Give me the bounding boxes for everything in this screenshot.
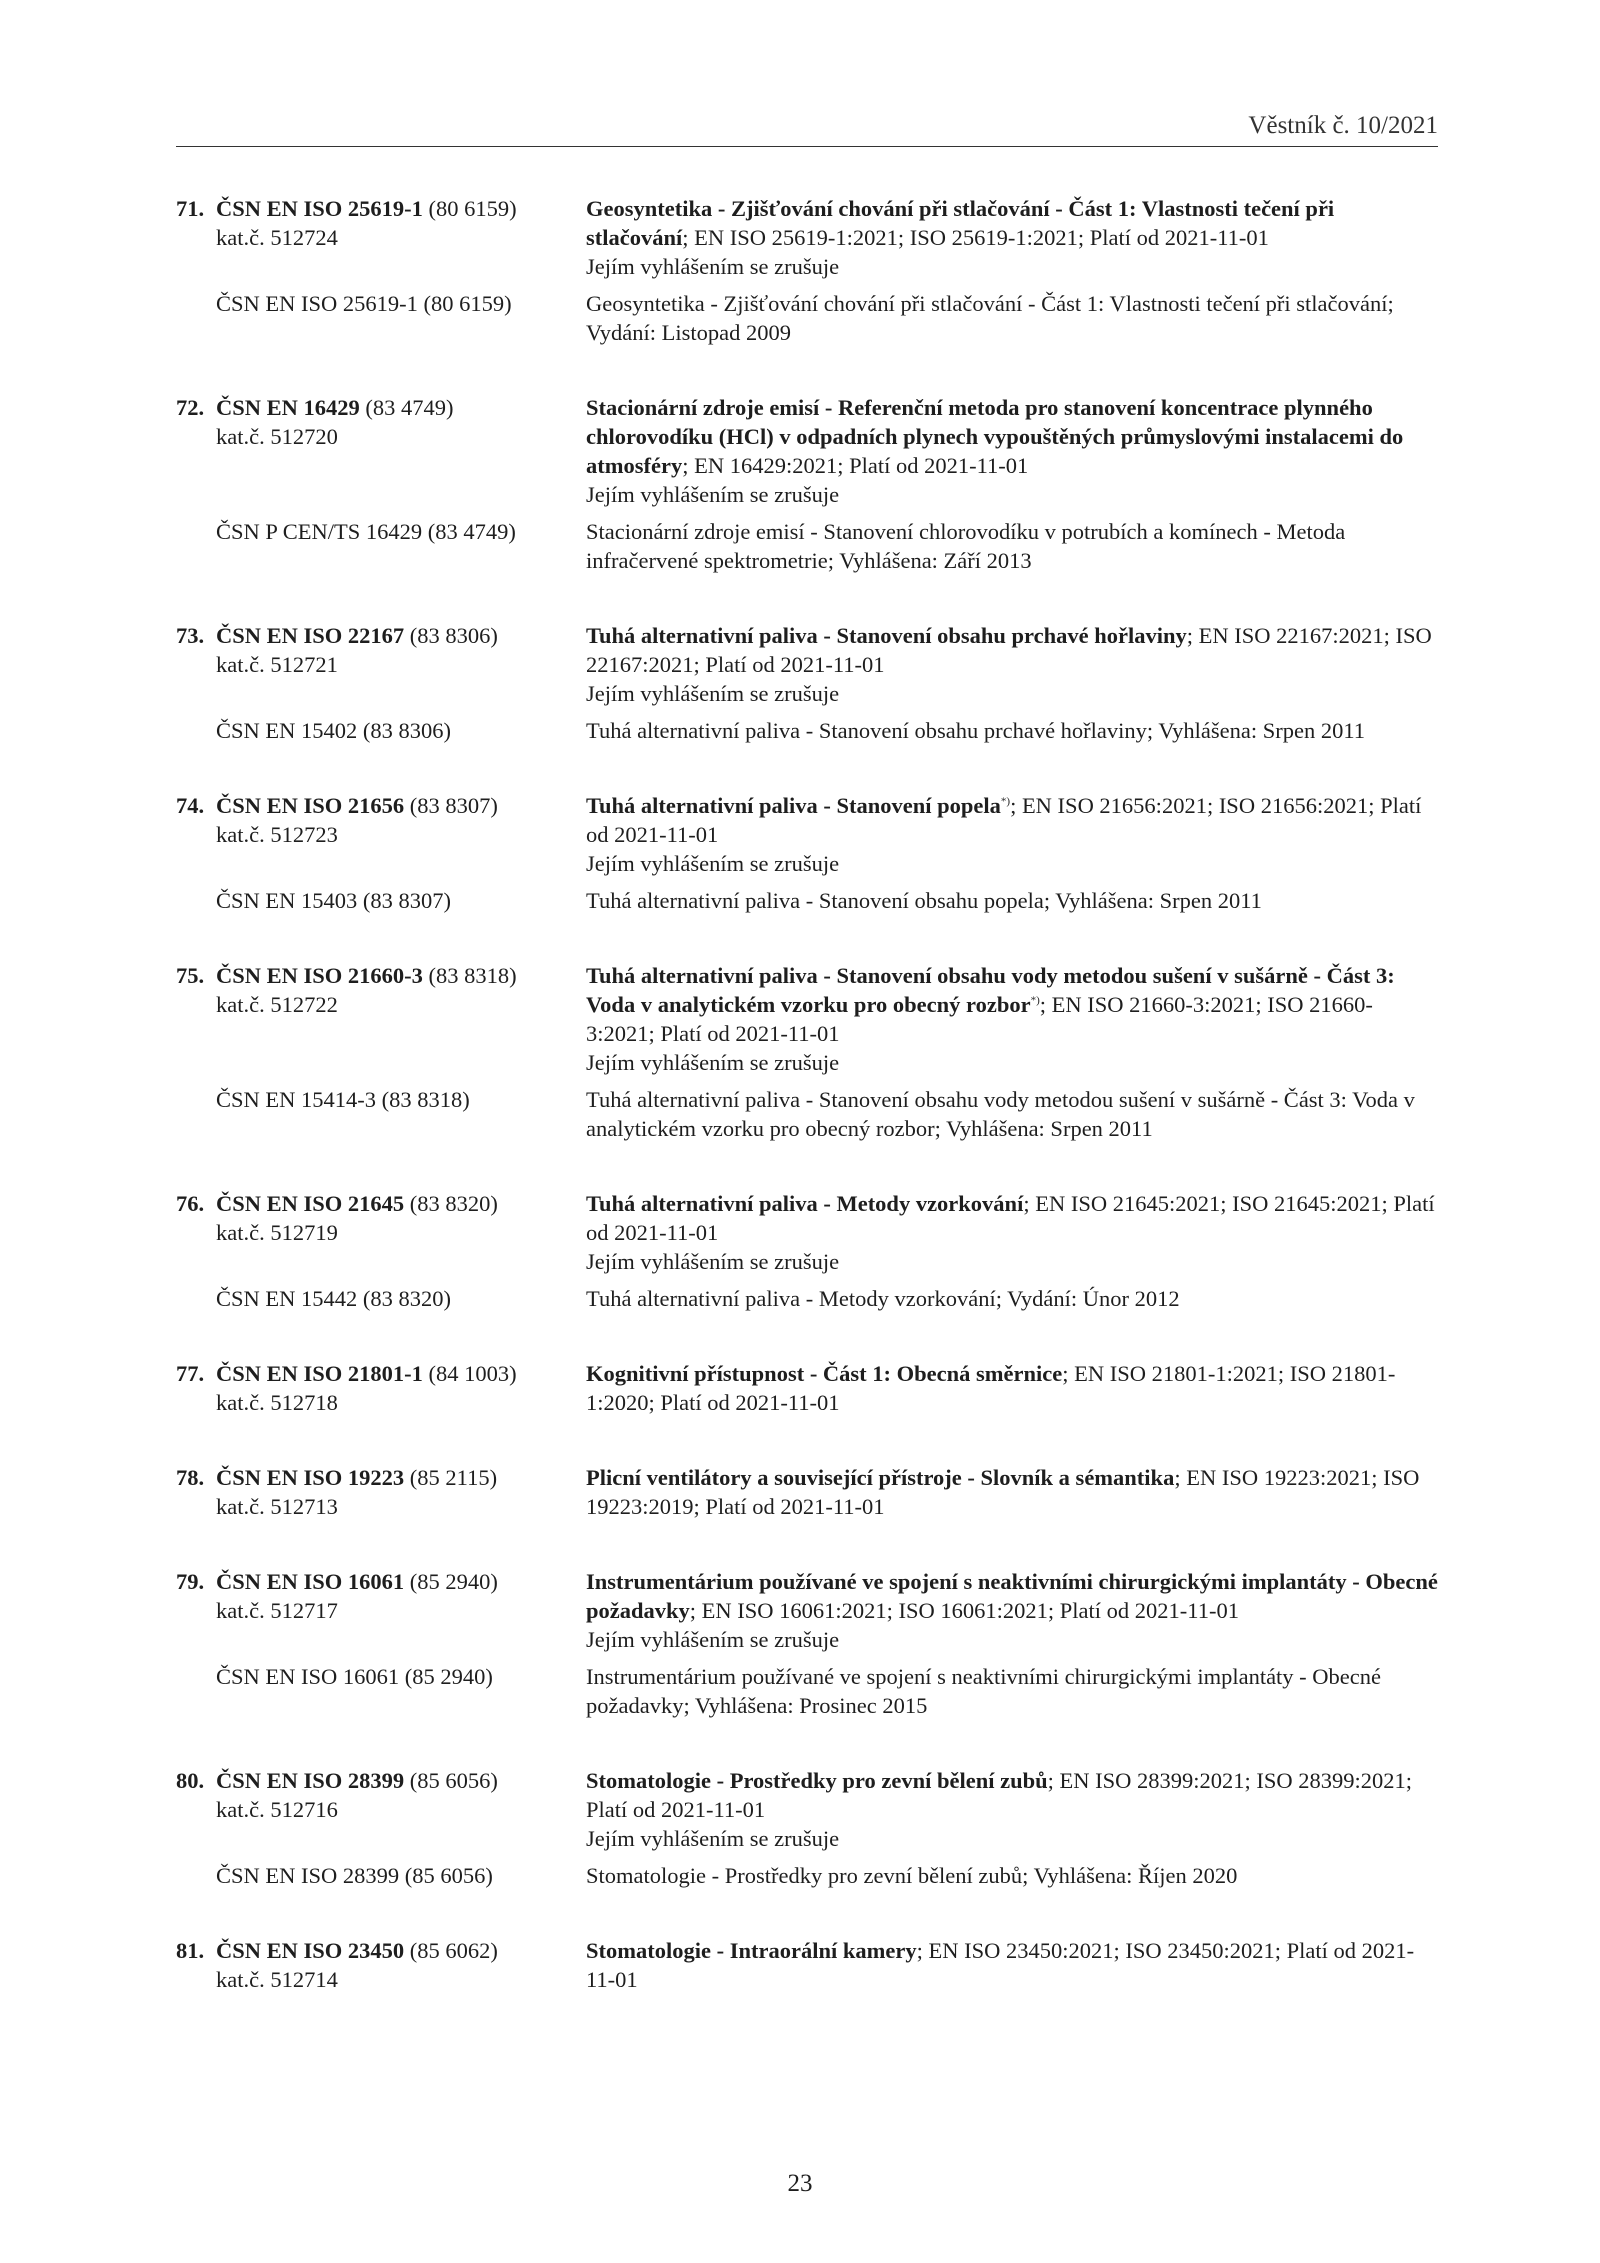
standard-title: Geosyntetika - Zjišťování chování při stlačování - Část 1: Vlastnosti tečení při stlačování [586, 196, 1335, 250]
standard-entry [176, 1359, 1438, 1417]
standard-details: ; EN 16429:2021; Platí od 2021-11-01 [682, 453, 1029, 478]
entry-main [176, 1766, 1438, 1853]
standard-title: Stacionární zdroje emisí - Referenční metoda pro stanovení koncentrace plynného chlorovodíku (HCl) v odpadních plynech vypouštěných průmyslovými instalacemi do atmosféry [586, 395, 1404, 478]
replaced-standard-code: ČSN EN ISO 28399 (85 6056) [216, 1863, 493, 1888]
entry-number: 71. [176, 196, 205, 221]
entry-number: 75. [176, 963, 205, 988]
entry-identifier [176, 961, 586, 1077]
entry-replaced [176, 886, 1438, 915]
footnote-marker: *) [1030, 994, 1040, 1007]
standard-entry [176, 621, 1438, 745]
classification-code: (80 6159) [428, 196, 517, 221]
catalog-number: kat.č. 512719 [216, 1220, 338, 1245]
standard-code: ČSN EN ISO 19223 [216, 1465, 405, 1490]
entry-description [586, 1936, 1438, 1994]
entry-replaced [176, 1662, 1438, 1720]
catalog-number: kat.č. 512717 [216, 1598, 338, 1623]
entry-number: 72. [176, 395, 205, 420]
entry-description [586, 961, 1438, 1077]
replaced-standard-text: Tuhá alternativní paliva - Stanovení obsahu popela; Vyhlášena: Srpen 2011 [586, 888, 1262, 913]
standard-entry [176, 1766, 1438, 1890]
entry-replaced [176, 1861, 1438, 1890]
standard-entry [176, 393, 1438, 575]
entry-description [586, 791, 1438, 878]
replaced-standard-code: ČSN EN 15403 (83 8307) [216, 888, 451, 913]
entry-number: 76. [176, 1191, 205, 1216]
standard-code: ČSN EN ISO 25619-1 [216, 196, 423, 221]
footnote-marker: *) [1000, 795, 1011, 808]
entry-identifier [176, 194, 586, 281]
entry-identifier [176, 1766, 586, 1853]
standard-code: ČSN EN ISO 22167 [216, 623, 405, 648]
catalog-number: kat.č. 512718 [216, 1390, 338, 1415]
standard-title: Tuhá alternativní paliva - Stanovení obsahu vody metodou sušení v sušárně - Část 3: Voda v analytickém vzorku pro obecný rozbor [586, 963, 1395, 1017]
entry-replaced [176, 1085, 1438, 1143]
standard-title: Tuhá alternativní paliva - Metody vzorkování [586, 1191, 1024, 1216]
standard-entry [176, 1936, 1438, 1994]
entry-identifier [176, 1359, 586, 1417]
entry-number: 81. [176, 1938, 205, 1963]
page-number: 23 [787, 2170, 813, 2197]
entry-main [176, 961, 1438, 1077]
replaced-standard-code: ČSN EN 15442 (83 8320) [216, 1286, 451, 1311]
classification-code: (83 8307) [409, 793, 498, 818]
standard-entry [176, 961, 1438, 1143]
standard-details: ; EN ISO 21660-3:2021; ISO 21660-3:2021; Platí od 2021-11-01 [586, 992, 1373, 1046]
standard-title: Tuhá alternativní paliva - Stanovení obsahu prchavé hořlaviny [586, 623, 1187, 648]
replaced-standard-text: Tuhá alternativní paliva - Metody vzorkování; Vydání: Únor 2012 [586, 1286, 1180, 1311]
bulletin-title: Věstník č. 10/2021 [1248, 112, 1438, 139]
entry-identifier [176, 1567, 586, 1654]
entry-number: 78. [176, 1465, 205, 1490]
replaced-standard-text: Stacionární zdroje emisí - Stanovení chlorovodíku v potrubích a komínech - Metoda infračervené spektrometrie; Vyhlášena: Září 2013 [586, 519, 1346, 573]
catalog-number: kat.č. 512713 [216, 1494, 338, 1519]
entry-description [586, 1189, 1438, 1276]
standard-entry [176, 1189, 1438, 1313]
standard-title: Stomatologie - Prostředky pro zevní bělení zubů [586, 1768, 1048, 1793]
entry-main [176, 1936, 1438, 1994]
classification-code: (85 6062) [409, 1938, 498, 1963]
standard-details: ; EN ISO 28399:2021; ISO 28399:2021; Platí od 2021-11-01 [586, 1768, 1413, 1822]
entry-main [176, 791, 1438, 878]
catalog-number: kat.č. 512720 [216, 424, 338, 449]
catalog-number: kat.č. 512722 [216, 992, 338, 1017]
cancellation-note: Jejím vyhlášením se zrušuje [586, 681, 840, 706]
standard-entry [176, 791, 1438, 915]
entry-main [176, 621, 1438, 708]
entry-replaced [176, 1284, 1438, 1313]
cancellation-note: Jejím vyhlášením se zrušuje [586, 1627, 840, 1652]
entry-identifier [176, 621, 586, 708]
standard-code: ČSN EN ISO 21801-1 [216, 1361, 423, 1386]
entry-main [176, 1359, 1438, 1417]
entry-description [586, 1567, 1438, 1654]
entry-description [586, 194, 1438, 281]
cancellation-note: Jejím vyhlášením se zrušuje [586, 1249, 840, 1274]
standard-entry [176, 1567, 1438, 1720]
replaced-standard-code: ČSN EN ISO 16061 (85 2940) [216, 1664, 493, 1689]
standard-details: ; EN ISO 19223:2021; ISO 19223:2019; Platí od 2021-11-01 [586, 1465, 1420, 1519]
entry-identifier [176, 1189, 586, 1276]
catalog-number: kat.č. 512723 [216, 822, 338, 847]
cancellation-note: Jejím vyhlášením se zrušuje [586, 1826, 840, 1851]
entry-replaced [176, 716, 1438, 745]
classification-code: (83 8306) [409, 623, 498, 648]
classification-code: (83 8318) [428, 963, 517, 988]
entry-description [586, 393, 1438, 509]
cancellation-note: Jejím vyhlášením se zrušuje [586, 851, 840, 876]
standard-title: Stomatologie - Intraorální kamery [586, 1938, 917, 1963]
catalog-number: kat.č. 512716 [216, 1797, 338, 1822]
entry-main [176, 1189, 1438, 1276]
entry-identifier [176, 791, 586, 878]
classification-code: (85 2115) [409, 1465, 498, 1490]
entry-main [176, 1463, 1438, 1521]
standard-details: ; EN ISO 16061:2021; ISO 16061:2021; Platí od 2021-11-01 [689, 1598, 1239, 1623]
standard-details: ; EN ISO 25619-1:2021; ISO 25619-1:2021; Platí od 2021-11-01 [682, 225, 1269, 250]
entry-identifier [176, 1463, 586, 1521]
replaced-standard-code: ČSN EN 15402 (83 8306) [216, 718, 451, 743]
entry-description [586, 1463, 1438, 1521]
standard-code: ČSN EN ISO 21656 [216, 793, 405, 818]
standard-details: ; EN ISO 23450:2021; ISO 23450:2021; Platí od 2021-11-01 [586, 1938, 1415, 1992]
standard-title: Instrumentárium používané ve spojení s neaktivními chirurgickými implantáty - Obecné požadavky [586, 1569, 1438, 1623]
entry-description [586, 621, 1438, 708]
standard-code: ČSN EN ISO 16061 [216, 1569, 405, 1594]
replaced-standard-code: ČSN EN 15414-3 (83 8318) [216, 1087, 470, 1112]
standard-title: Tuhá alternativní paliva - Stanovení popela [586, 793, 1001, 818]
standard-details: ; EN ISO 21645:2021; ISO 21645:2021; Platí od 2021-11-01 [586, 1191, 1435, 1245]
replaced-standard-text: Instrumentárium používané ve spojení s neaktivními chirurgickými implantáty - Obecné požadavky; Vyhlášena: Prosinec 2015 [586, 1664, 1382, 1718]
classification-code: (85 2940) [409, 1569, 498, 1594]
entry-description [586, 1766, 1438, 1853]
entry-description [586, 1359, 1438, 1417]
catalog-number: kat.č. 512724 [216, 225, 338, 250]
replaced-standard-code: ČSN P CEN/TS 16429 (83 4749) [216, 519, 516, 544]
cancellation-note: Jejím vyhlášením se zrušuje [586, 1050, 840, 1075]
replaced-standard-text: Tuhá alternativní paliva - Stanovení obsahu prchavé hořlaviny; Vyhlášena: Srpen 2011 [586, 718, 1366, 743]
replaced-standard-text: Geosyntetika - Zjišťování chování při stlačování - Část 1: Vlastnosti tečení při stlačování; Vydání: Listopad 2009 [586, 291, 1394, 345]
entry-number: 77. [176, 1361, 205, 1386]
standard-details: ; EN ISO 21656:2021; ISO 21656:2021; Platí od 2021-11-01 [586, 793, 1422, 847]
entry-number: 80. [176, 1768, 205, 1793]
entry-number: 79. [176, 1569, 205, 1594]
cancellation-note: Jejím vyhlášením se zrušuje [586, 254, 840, 279]
cancellation-note: Jejím vyhlášením se zrušuje [586, 482, 840, 507]
standard-code: ČSN EN 16429 [216, 395, 360, 420]
standards-list [176, 194, 1438, 2040]
standard-entry [176, 194, 1438, 347]
classification-code: (83 8320) [409, 1191, 498, 1216]
entry-main [176, 393, 1438, 509]
replaced-standard-text: Tuhá alternativní paliva - Stanovení obsahu vody metodou sušení v sušárně - Část 3: Voda v analytickém vzorku pro obecný rozbor; Vyhlášena: Srpen 2011 [586, 1087, 1415, 1141]
entry-replaced [176, 289, 1438, 347]
entry-number: 73. [176, 623, 205, 648]
standard-details: ; EN ISO 21801-1:2021; ISO 21801-1:2020; Platí od 2021-11-01 [586, 1361, 1396, 1415]
entry-main [176, 1567, 1438, 1654]
standard-entry [176, 1463, 1438, 1521]
classification-code: (85 6056) [409, 1768, 498, 1793]
standard-code: ČSN EN ISO 21645 [216, 1191, 405, 1216]
standard-code: ČSN EN ISO 28399 [216, 1768, 405, 1793]
standard-code: ČSN EN ISO 21660-3 [216, 963, 423, 988]
entry-identifier [176, 1936, 586, 1994]
classification-code: (84 1003) [428, 1361, 517, 1386]
replaced-standard-code: ČSN EN ISO 25619-1 (80 6159) [216, 291, 512, 316]
standard-title: Kognitivní přístupnost - Část 1: Obecná směrnice [586, 1361, 1063, 1386]
classification-code: (83 4749) [365, 395, 454, 420]
catalog-number: kat.č. 512714 [216, 1967, 338, 1992]
entry-number: 74. [176, 793, 205, 818]
entry-main [176, 194, 1438, 281]
entry-replaced [176, 517, 1438, 575]
standard-details: ; EN ISO 22167:2021; ISO 22167:2021; Platí od 2021-11-01 [586, 623, 1432, 677]
catalog-number: kat.č. 512721 [216, 652, 338, 677]
entry-identifier [176, 393, 586, 509]
standard-title: Plicní ventilátory a související přístroje - Slovník a sémantika [586, 1465, 1175, 1490]
page-header [176, 108, 1438, 147]
replaced-standard-text: Stomatologie - Prostředky pro zevní bělení zubů; Vyhlášena: Říjen 2020 [586, 1863, 1238, 1888]
standard-code: ČSN EN ISO 23450 [216, 1938, 405, 1963]
